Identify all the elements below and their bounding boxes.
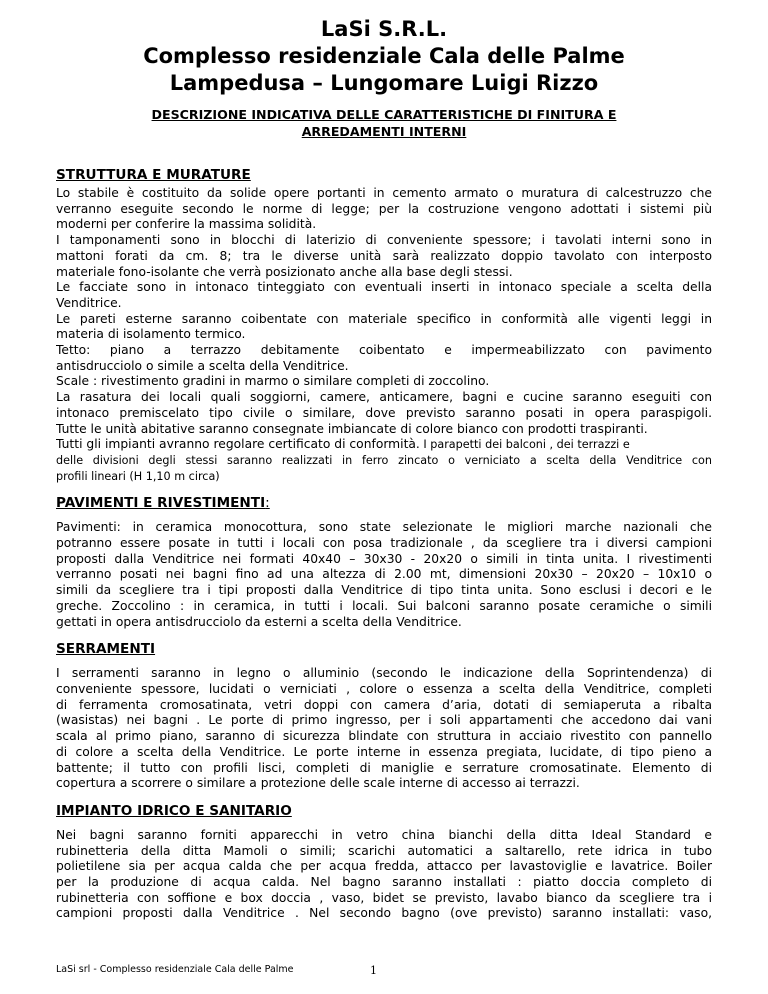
paragraph-line: polietilene sia per acqua calda che per acqua fredda, attacco per lavastoviglie e lavatrice. Boiler [56,859,712,874]
paragraph-line: Venditrice. [56,295,122,310]
subtitle-line-2: ARREDAMENTI INTERNI [301,124,467,139]
paragraph-line: battente; il tutto con profili lisci, completi di maniglie e serrature cromosatinate. Elemento di [56,760,712,775]
conformity-text: Tutti gli impianti avranno regolare certificato di conformità. [56,437,420,452]
subtitle-line-1: DESCRIZIONE INDICATIVA DELLE CARATTERISTICHE DI FINITURA E [151,107,617,122]
paragraph-line: intonaco premiscelato tipo civile o similare, dove previsto saranno posati in opera paraspigoli. [56,405,712,420]
paragraph-line: copertura a scorrere o similare a protezione delle scale interne di accesso ai terrazzi. [56,776,580,791]
heading-text: PAVIMENTI E RIVESTIMENTI [56,495,266,512]
paragraph-line: mattoni forati da cm. 8; tra le diverse unità sarà realizzato doppio tavolato con interposto [56,248,712,263]
paragraph-line: Pavimenti: in ceramica monocottura, sono state selezionate le migliori marche nazionali che [56,520,712,535]
paragraph-line: Nei bagni saranno forniti apparecchi in vetro china bianchi della ditta Ideal Standard e [56,827,712,842]
paragraph-line: antisdrucciolo o simile a scelta della Venditrice. [56,358,349,373]
paragraph-line: Lo stabile è costituito da solide opere portanti in cemento armato o muratura di calcestruzzo che [56,186,712,200]
paragraph-line: verranno posati nei bagni fino ad una altezza di 2.00 mt, dimensioni 20x30 – 20x20 – 10x10 o [56,567,712,582]
heading-colon: : [265,495,270,512]
paragraph-line: verranno eseguite secondo le norme di legge; per la costruzione vengono adottati i sistemi più [56,201,712,216]
document-subtitle [60,106,708,140]
location: Lampedusa – Lungomare Luigi Rizzo [169,71,599,95]
paragraph-line: di ferramenta cromosatinata, vetri doppi con camera d’aria, dotati di semiaperuta a ribalta [56,697,712,712]
paragraph-line: I serramenti saranno in legno o alluminio (secondo le indicazione della Soprintendenza) di [56,666,712,681]
paragraph-line: rubinetteria con soffione e box doccia , vaso, bidet se previsto, lavabo bianco da scegliere tra i [56,890,712,905]
paragraph-line: gettati in opera antisdrucciolo da esterni a scelta della Venditrice. [56,614,462,629]
paragraph-line: Scale : rivestimento gradini in marmo o similare completi di zoccolino. [56,374,490,389]
paragraph-line: scala al primo piano, saranno di sicurezza blindate con struttura in acciaio rivestito con pannello [56,729,712,744]
paragraph-line: delle divisioni degli stessi saranno realizzati in ferro zincato o verniciato a scelta della Venditrice con [56,453,712,467]
paragraph-line: Le pareti esterne saranno coibentate con materiale specifico in conformità alle vigenti leggi in [56,311,712,326]
paragraph-line: materia di isolamento termico. [56,327,246,342]
paragraph-line: moderni per conferire la massima solidità. [56,217,317,232]
footer-label: LaSi srl - Complesso residenziale Cala delle Palme [56,964,294,975]
document-body [56,166,712,922]
paragraph-line: Tutte le unità abitative saranno consegnate imbiancate di colore bianco con prodotti traspiranti. [56,421,648,436]
paragraph-line: greche. Zoccolino : in ceramica, in tutti i locali. Sui balconi saranno posate ceramiche o simili [56,598,712,613]
paragraph-line: campioni proposti dalla Venditrice . Nel secondo bagno (ove previsto) saranno installati: vaso, [56,906,712,921]
section-heading-pavimenti [56,494,712,512]
complex-name: Complesso residenziale Cala delle Palme [143,44,625,68]
paragraph-line: conveniente spessore, lucidati o verniciati , colore o essenza a scelta della Venditrice, completi [56,681,712,696]
paragraph-line: Tetto: piano a terrazzo debitamente coibentato e impermeabilizzato con pavimento [56,343,712,358]
paragraph-line: Le facciate sono in intonaco tinteggiato con eventuali inserti in intonaco speciale a scelta della [56,280,712,295]
section-heading-serramenti: SERRAMENTI [56,641,156,658]
company-name: LaSi S.R.L. [320,17,448,41]
paragraph-line: profili lineari (H 1,10 m circa) [56,469,220,483]
paragraph-line: La rasatura dei locali quali soggiorni, camere, anticamere, bagni e cucine saranno eseguiti con [56,390,712,405]
paragraph-line: rubinetteria della ditta Mamoli o simili; scarichi automatici a saltarello, rete idrica in tubo [56,843,712,858]
paragraph-line: I tamponamenti sono in blocchi di laterizio di conveniente spessore; i tavolati interni sono in [56,233,712,248]
document-header [0,16,768,97]
paragraph-line [56,437,712,453]
paragraph-line: potranno essere posate in tutti i locali con posa tradizionale , da scegliere tra i diversi campioni [56,536,712,551]
paragraph-line: materiale fono-isolante che verrà posizionato anche alla base degli stessi. [56,264,513,279]
paragraph-line: per la produzione di acqua calda. Nel bagno saranno installati : piatto doccia completo di [56,875,712,890]
paragraph-line: di colore a scelta della Venditrice. Le porte interne in essenza pregiata, lucidate, di tipo pieno a [56,744,712,759]
section-heading-struttura: STRUTTURA E MURATURE [56,167,251,183]
paragraph-line: simili da scegliere tra i tipi proposti dalla Venditrice di tipo tinta unita. Sono esclusi i decori e le [56,583,712,598]
page-number: 1 [370,964,377,977]
paragraph-line: proposti dalla Venditrice nei formati 40x40 – 30x30 - 20x20 o simili in tinta unita. I rivestimenti [56,551,712,566]
parapets-text: I parapetti dei balconi , dei terrazzi e [419,438,630,452]
section-heading-impianto-idrico: IMPIANTO IDRICO E SANITARIO [56,802,292,819]
paragraph-line: (wasistas) nei bagni . Le porte di primo ingresso, per i soli appartamenti che accedono dai vani [56,713,712,728]
